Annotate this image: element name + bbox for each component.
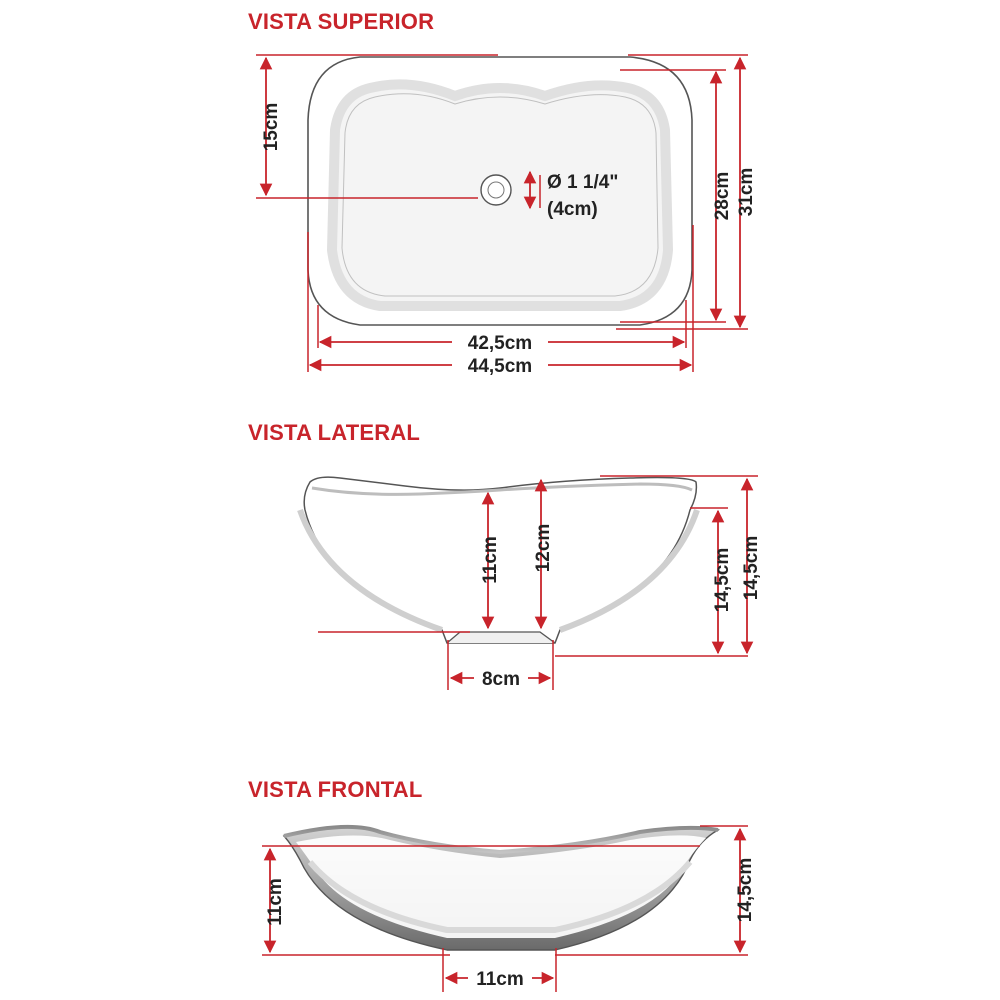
front-view — [262, 826, 756, 992]
label-15cm: 15cm — [261, 102, 282, 152]
heading-vista-lateral: VISTA LATERAL — [248, 420, 421, 445]
label-44-5cm: 44,5cm — [467, 356, 533, 377]
label-12cm-side: 12cm — [533, 523, 554, 573]
heading-vista-frontal: VISTA FRONTAL — [248, 777, 423, 802]
label-11cm-front: 11cm — [265, 878, 286, 926]
label-8cm: 8cm — [481, 669, 521, 690]
label-drain-diameter: Ø 1 1/4" — [547, 172, 619, 193]
label-28cm: 28cm — [712, 171, 733, 221]
label-14-5cm-outer: 14,5cm — [741, 535, 762, 601]
side-base — [447, 632, 555, 643]
top-view — [256, 55, 757, 377]
label-42-5cm: 42,5cm — [467, 333, 533, 354]
label-14-5cm-front: 14,5cm — [735, 857, 756, 923]
heading-vista-superior: VISTA SUPERIOR — [248, 9, 435, 34]
label-drain-cm: (4cm) — [547, 199, 598, 220]
label-14-5cm-inner: 14,5cm — [712, 547, 733, 613]
side-view — [300, 476, 762, 690]
drain-inner — [488, 182, 504, 198]
label-11cm-side: 11cm — [480, 536, 501, 584]
label-31cm: 31cm — [736, 167, 757, 217]
label-11cm-base: 11cm — [476, 969, 524, 990]
